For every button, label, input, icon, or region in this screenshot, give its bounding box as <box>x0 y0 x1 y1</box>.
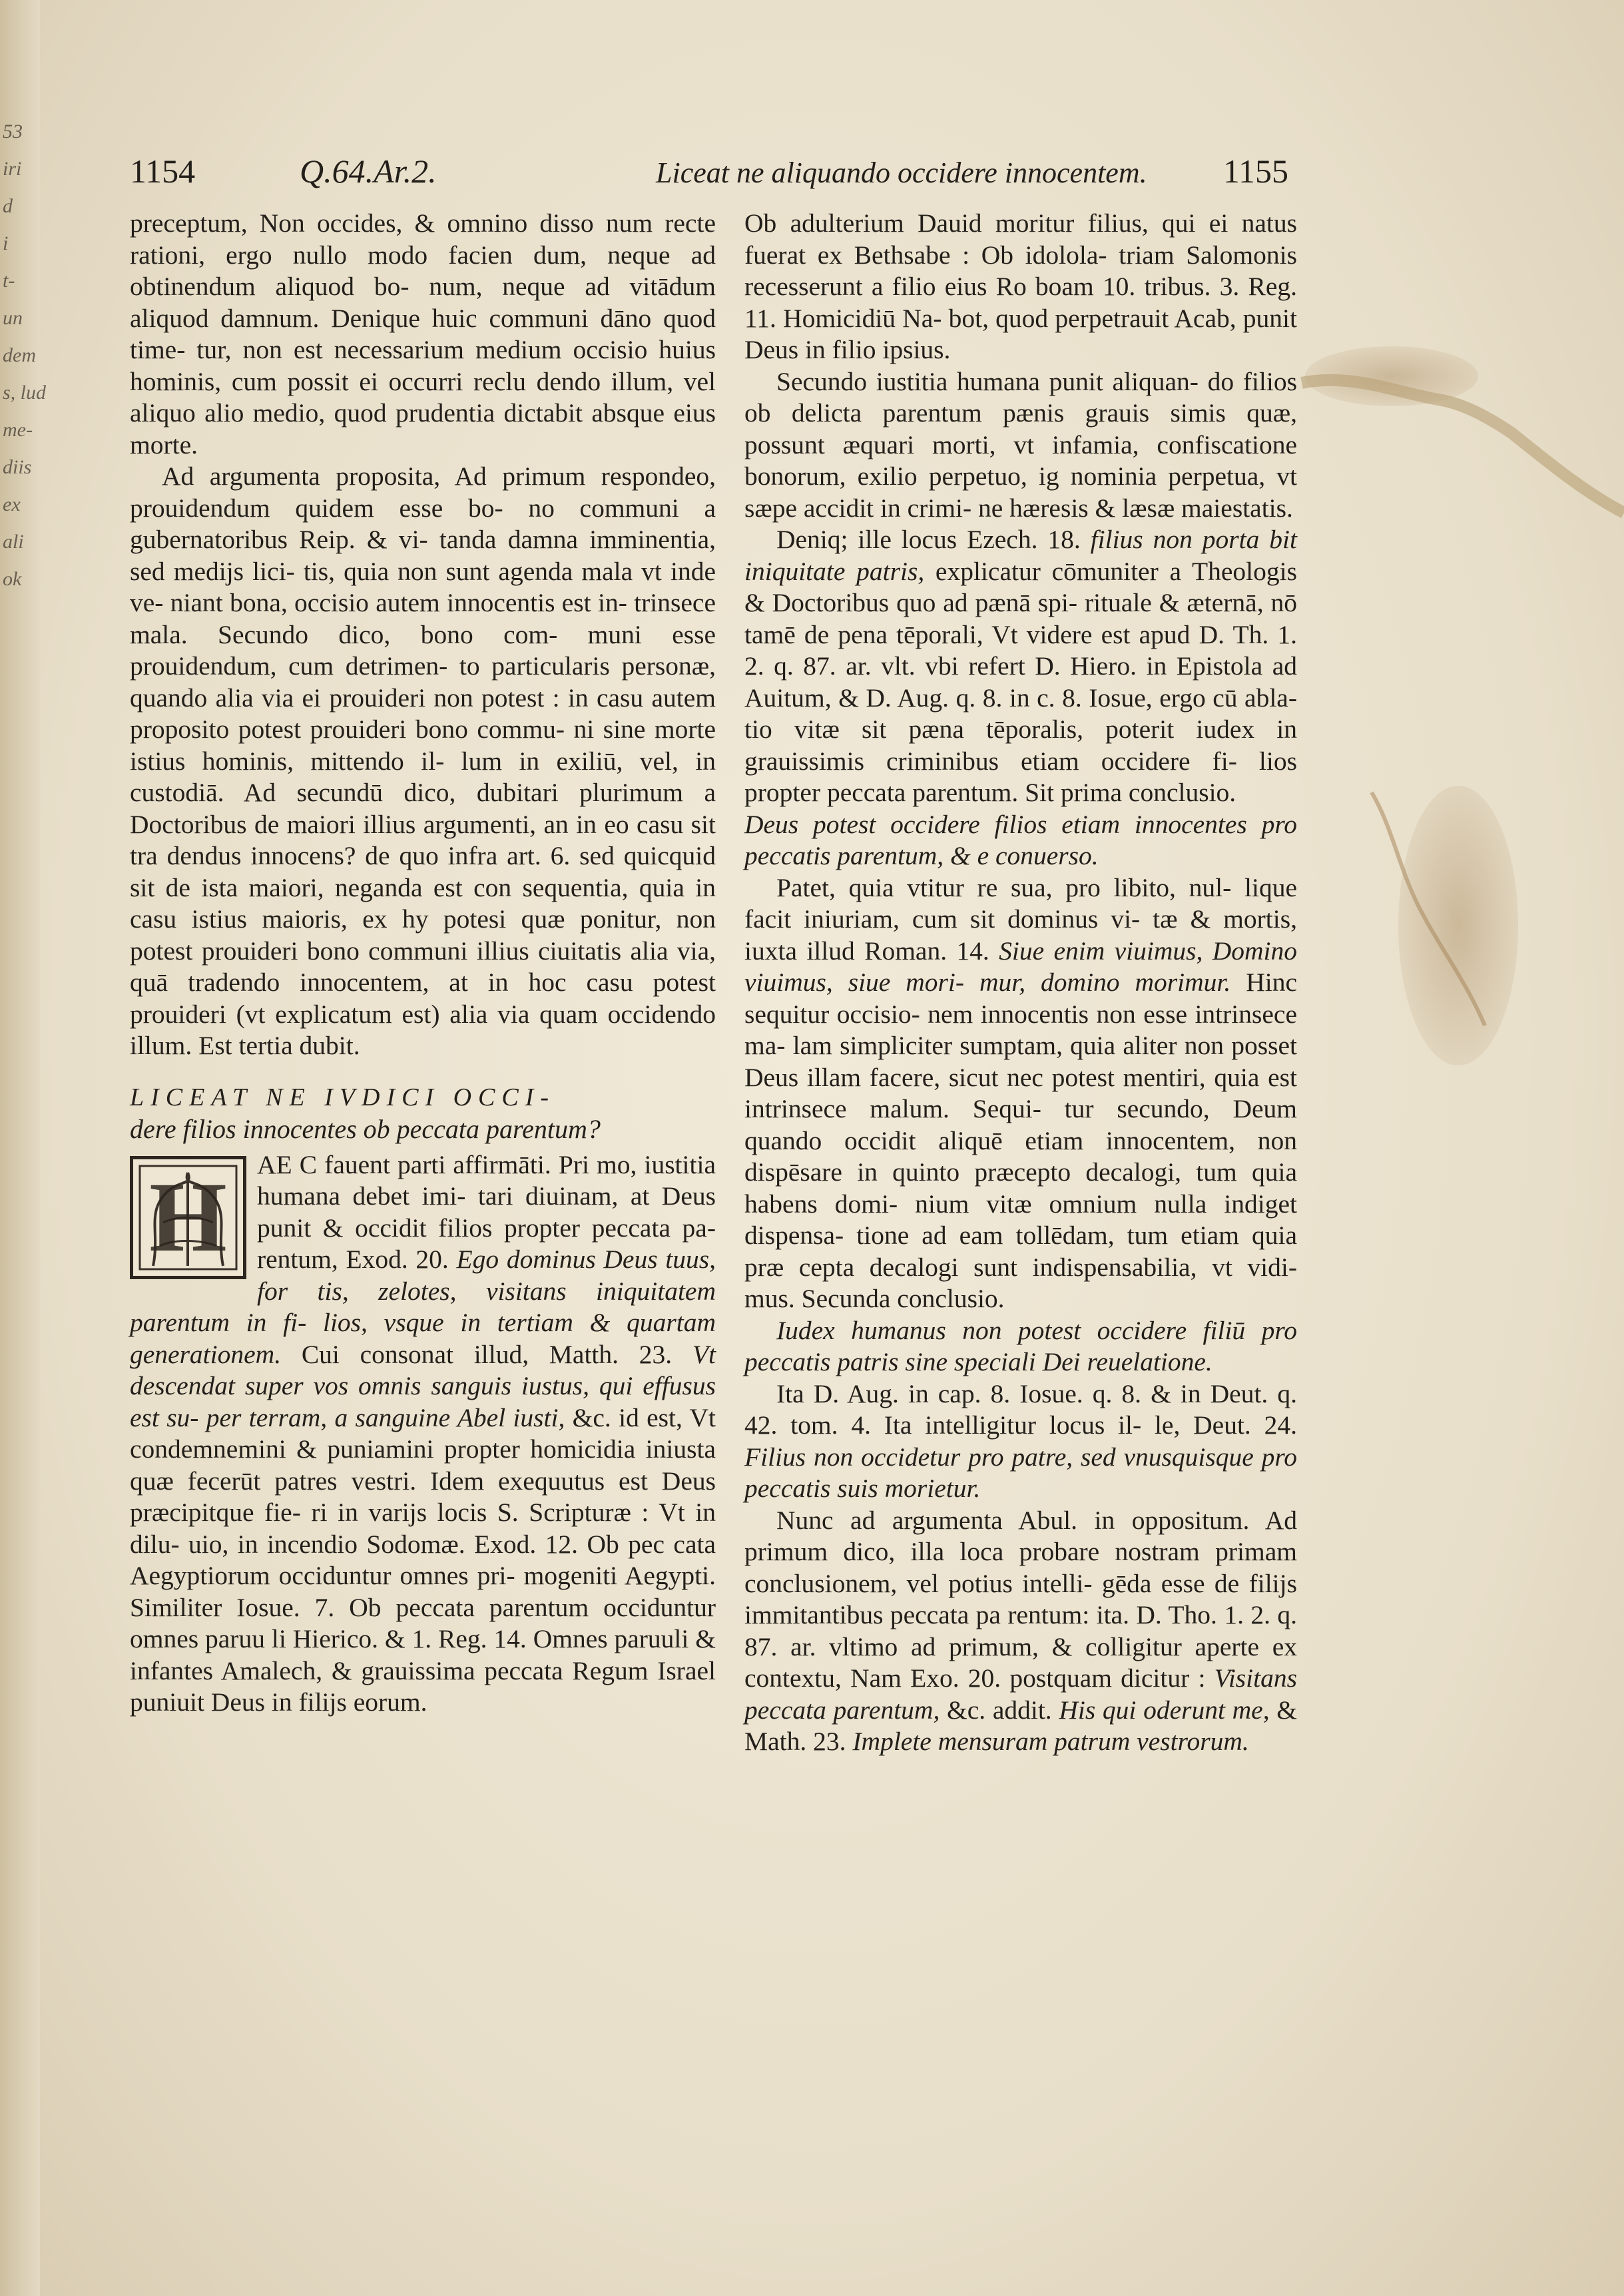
bleed-fragment: dem <box>3 344 36 366</box>
section-heading-rest: dere filios innocentes ob peccata parentum? <box>130 1113 601 1144</box>
bleed-fragment: un <box>3 307 23 329</box>
bleed-fragment: t- <box>3 270 15 292</box>
page-number-left: 1154 <box>130 152 196 190</box>
paragraph: Deniq; ille locus Ezech. 18. filius non porta bit iniquitate patris, explicatur cōmuniter a Theologis & Doctoribus quo ad pænā spi- rituale & æternā, nō tamē de pena tēporali, Vt videre est apud D. Th. 1. 2. q. 87. ar. vlt. vbi refert D. Hiero. in Epistola ad Auitum, & D. Aug. q. 8. in c. 8. Iosue, ergo cū abla- tio vitæ sit pæna tēporalis, poterit iudex in grauissimis criminibus etiam occidere fi- lios propter peccata parentum. Sit prima conclusio. <box>744 525 1297 807</box>
bleed-fragment: d <box>3 195 13 217</box>
bleed-fragment: ex <box>3 493 21 515</box>
decorated-initial <box>130 1156 246 1279</box>
paragraph: AE C fauent parti affirmāti. Pri mo, iustitia humana debet imi- tari diuinam, at Deus punit & occidit filios propter peccata pa- rentum, Exod. 20. Ego dominus Deus tuus, for tis, zelotes, visitans iniquitatem parentum in fi- lios, vsque in tertiam & quartam generationem. Cui consonat illud, Matth. 23. Vt descendat super vos omnis sanguis iustus, qui effusus est su- per terram, a sanguine Abel iusti, &c. id est, Vt condemnemini & puniamini propter homicidia iniusta quæ fecerūt patres vestri. Idem exequutus est Deus præcipitque fie- ri in varijs locis S. Scripturæ : Vt in dilu- uio, in incendio Sodomæ. Exod. 12. Ob pec cata Aegyptiorum occiduntur omnes pri- mogeniti Aegypti. Similiter Iosue. 7. Ob peccata parentum occiduntur omnes paruu li Hierico. & 1. Reg. 14. Omnes paruuli & infantes Amalech, & grauissima peccata Regum Israel puniuit Deus in filijs eorum. <box>130 1149 716 1717</box>
right-column <box>744 208 1297 1758</box>
initial-letter: H <box>149 1161 227 1273</box>
conclusion-statement: Deus potest occidere filios etiam innocentes pro peccatis parentum, & e conuerso. <box>744 809 1297 870</box>
running-title-right: Liceat ne aliquando occidere innocentem. <box>656 156 1147 189</box>
paragraph: Patet, quia vtitur re sua, pro libito, nul- lique facit iniuriam, cum sit dominus vi- tæ & mortis, iuxta illud Roman. 14. Siue enim viuimus, Domino viuimus, siue mori- mur, domino morimur. Hinc sequitur occisio- nem innocentis non esse intrinsece ma- lam simpliciter sumptam, quia aliter non posset Deus illam facere, sicut nec potest mentiri, quia est intrinsece malum. Sequi- tur secundo, Deum quando occidit aliquē etiam innocentem, non dispēsare in quinto præcepto decalogi, tum quia habens domi- nium vitæ omnium nulla indiget dispensa- tione ad eam tollēdam, tum etiam quia præ cepta decalogi sunt indispensabilia, vt vidi- mus. Secunda conclusio. <box>744 872 1297 1313</box>
left-column <box>130 208 716 1719</box>
bleed-fragment: i <box>3 232 9 254</box>
conclusion-statement: Iudex humanus non potest occidere filiū pro peccatis patris sine speciali Dei reuelatione. <box>744 1315 1297 1376</box>
paragraph: Nunc ad argumenta Abul. in oppositum. Ad primum dico, illa loca probare nostram primam conclusionem, vel potius intelli- gēda esse de filijs immitantibus peccata pa rentum: ita. D. Tho. 1. 2. q. 87. ar. vltimo ad primum, & colligitur aperte ex contextu, Nam Exo. 20. postquam dicitur : Visitans peccata parentum, &c. addit. His qui oderunt me, & Math. 23. Implete mensuram patrum vestrorum. <box>744 1505 1297 1756</box>
bleed-fragment: iri <box>3 158 22 180</box>
paper-stain <box>1398 786 1518 1065</box>
paper-stain <box>1305 346 1478 406</box>
section-heading-caps: LICEAT NE IVDICI OCCI- <box>130 1083 556 1111</box>
section-heading <box>130 1081 716 1145</box>
bleed-fragment: s, lud <box>3 382 47 404</box>
bleed-fragment: ok <box>3 568 22 590</box>
paragraph: preceptum, Non occides, & omnino disso num recte rationi, ergo nullo modo facien dum, neque ad obtinendum aliquod bo- num, neque ad vitādum aliquod damnum. Denique huic communi dāno quod time- tur, non est necessarium medium occisio huius hominis, cum possit ei occurri reclu dendo illum, vel aliquo alio medio, quod prudentia dictabit absque eius morte. <box>130 208 716 459</box>
bleed-fragment: 53 <box>3 121 23 143</box>
paragraph: Ob adulterium Dauid moritur filius, qui ei natus fuerat ex Bethsabe : Ob idolola- triam Salomonis recesserunt a filio eius Ro boam 10. tribus. 3. Reg. 11. Homicidiū Na- bot, quod perpetrauit Acab, punit Deus in filio ipsius. <box>744 208 1297 364</box>
facing-page-bleed <box>3 113 47 598</box>
bleed-fragment: ali <box>3 531 24 553</box>
bleed-fragment: me- <box>3 419 33 441</box>
paragraph: Ad argumenta proposita, Ad primum respondeo, prouidendum quidem esse bo- no communi a gubernatoribus Reip. & vi- tanda damna imminentia, sed medijs lici- tis, quia non sunt agenda mala vt inde ve- niant bona, occisio autem innocentis est in- trinsece mala. Secundo dico, bono com- muni esse prouidendum, cum detrimen- to particularis personæ, quando alia via ei prouideri non potest : in casu autem proposito potest prouideri bono commu- ni sine morte istius hominis, mittendo il- lum in exiliū, vel, in custodiā. Ad secundū dico, dubitari plurimum a Doctoribus de maiori illius argumenti, an in eo casu sit tra dendus innocens? de quo infra art. 6. sed quicquid sit de ista maiori, neganda est con sequentia, quia in casu istius maioris, ex hy potesi quæ ponitur, non potest prouideri bono communi illius ciuitatis alia via, quā tradendo innocentem, at in hoc casu potest prouideri (vt explicatum est) alia via quam occidendo illum. Est tertia dubit. <box>130 461 716 1060</box>
running-header <box>130 152 1288 198</box>
running-title-left: Q.64.Ar.2. <box>300 152 437 190</box>
opening-paragraph <box>130 1149 716 1719</box>
bleed-fragment: diis <box>3 456 32 478</box>
paragraph: Secundo iustitia humana punit aliquan- do filios ob delicta parentum pænis grauis simis quæ, possunt æquari morti, vt infamia, confiscatione bonorum, exilio perpetuo, ig nominia perpetua, vt sæpe accidit in crimi- ne hæresis & læsæ maiestatis. <box>744 366 1297 523</box>
page-number-right: 1155 <box>1222 152 1288 190</box>
paragraph: Ita D. Aug. in cap. 8. Iosue. q. 8. & in Deut. q. 42. tom. 4. Ita intelligitur locus il- le, Deut. 24. Filius non occidetur pro patre, sed vnusquisque pro peccatis suis morietur. <box>744 1378 1297 1503</box>
